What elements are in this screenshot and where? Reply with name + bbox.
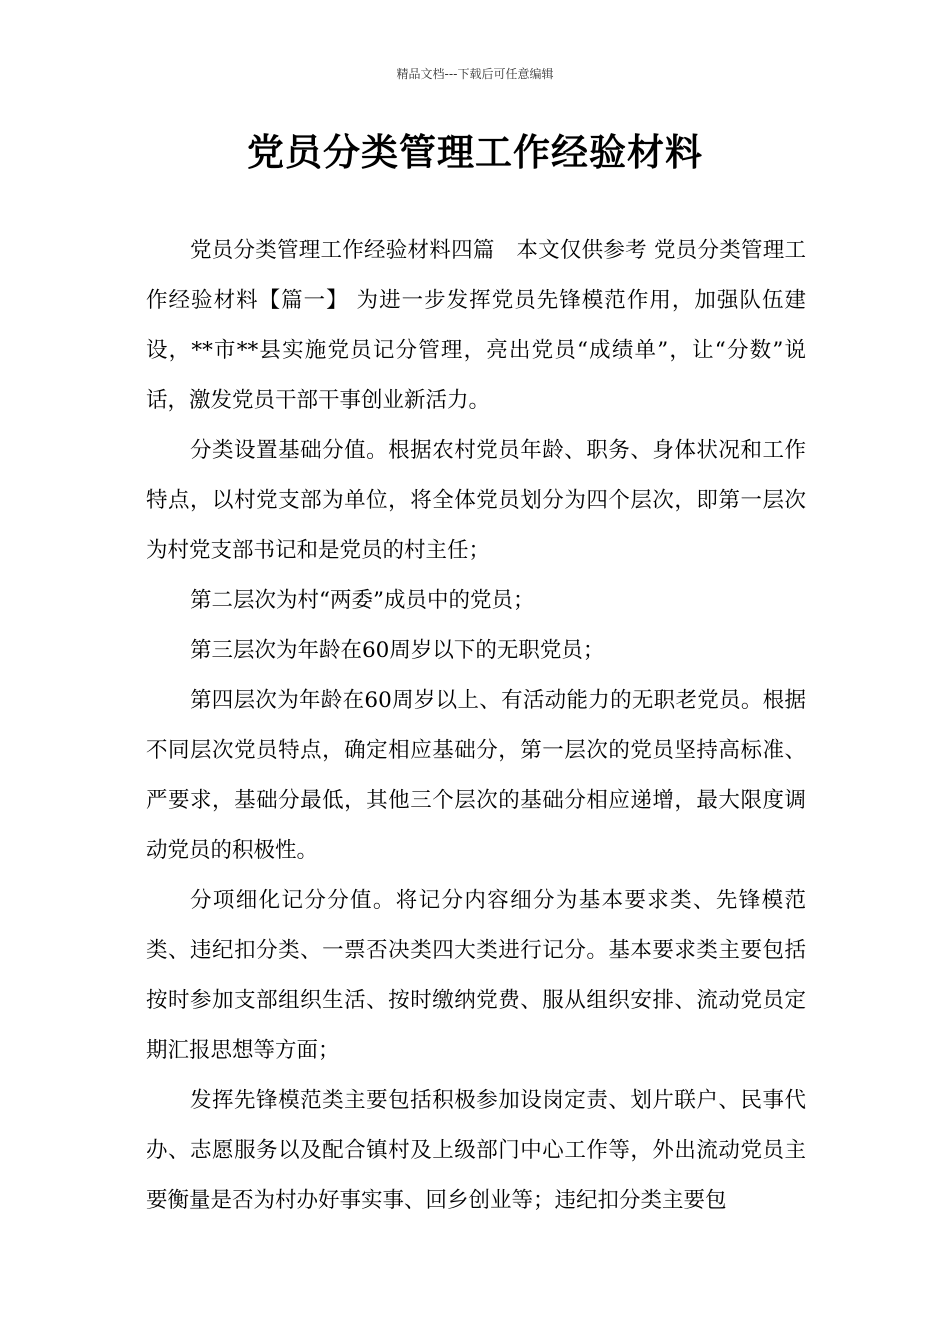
- paragraph: 党员分类管理工作经验材料四篇 本文仅供参考 党员分类管理工作经验材料【篇一】 为进一步发挥党员先锋模范作用，加强队伍建设，**市**县实施党员记分管理，亮出党员“成绩单”，让“分数”说话，激发党员干部干事创业新活力。: [146, 238, 806, 413]
- paragraph: 分项细化记分分值。将记分内容细分为基本要求类、先锋模范类、违纪扣分类、一票否决类四大类进行记分。基本要求类主要包括按时参加支部组织生活、按时缴纳党费、服从组织安排、流动党员定期汇报思想等方面；: [146, 888, 806, 1063]
- document-title: 党员分类管理工作经验材料: [247, 131, 703, 174]
- paragraph: 发挥先锋模范类主要包括积极参加设岗定责、划片联户、民事代办、志愿服务以及配合镇村及上级部门中心工作等，外出流动党员主要衡量是否为村办好事实事、回乡创业等；违纪扣分类主要包: [146, 1088, 806, 1213]
- paragraph: 第四层次为年龄在60周岁以上、有活动能力的无职老党员。根据不同层次党员特点，确定相应基础分，第一层次的党员坚持高标准、严要求，基础分最低，其他三个层次的基础分相应递增，最大限度调动党员的积极性。: [146, 688, 806, 863]
- header-note: 精品文档---下载后可任意编辑: [396, 67, 554, 81]
- document-body: [146, 226, 806, 1226]
- paragraph: 分类设置基础分值。根据农村党员年龄、职务、身体状况和工作特点，以村党支部为单位，将全体党员划分为四个层次，即第一层次为村党支部书记和是党员的村主任；: [146, 438, 806, 563]
- paragraph: 第三层次为年龄在60周岁以下的无职党员；: [190, 638, 605, 663]
- paragraph: 第二层次为村“两委”成员中的党员；: [190, 588, 535, 613]
